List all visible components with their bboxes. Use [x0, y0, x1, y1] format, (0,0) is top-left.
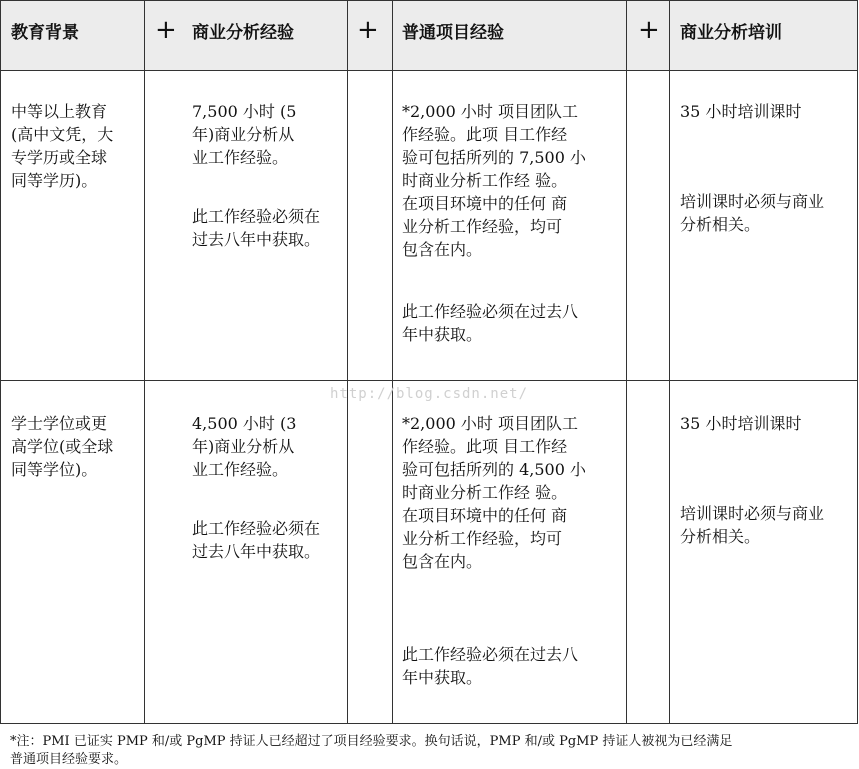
footnote: *注：PMI 已证实 PMP 和/或 PgMP 持证人已经超过了项目经验要求。换句话说，PMP 和/或 PgMP 持证人被视为已经满足 普通项目经验要求。	[10, 734, 733, 767]
column-divider	[392, 0, 393, 724]
plus-icon: +	[357, 15, 379, 45]
column-divider	[669, 0, 670, 724]
row1-education: 中等以上教育 (高中文凭，大 专学历或全球 同等学历)。	[11, 102, 114, 190]
row1-training-hours: 35 小时培训课时	[680, 102, 802, 121]
row2-ba-note: 此工作经验必须在 过去八年中获取。	[192, 519, 321, 561]
column-divider	[626, 0, 627, 724]
row1-training-note: 培训课时必须与商业 分析相关。	[680, 192, 825, 234]
table-border-left	[0, 0, 1, 724]
table-border-top	[0, 0, 858, 1]
table-border-bottom	[0, 723, 858, 724]
header-divider	[0, 70, 858, 71]
row2-ba-experience: 4,500 小时 (3 年)商业分析从 业工作经验。	[192, 414, 297, 479]
row2-education: 学士学位或更 高学位(或全球 同等学位)。	[11, 414, 114, 479]
row1-ba-experience: 7,500 小时 (5 年)商业分析从 业工作经验。	[192, 102, 297, 167]
header-project-experience: 普通项目经验	[402, 23, 504, 43]
plus-icon: +	[638, 15, 660, 45]
row2-training-hours: 35 小时培训课时	[680, 414, 802, 433]
row1-project-experience: *2,000 小时 项目团队工 作经验。此项 目工作经 验可包括所列的 7,500 小 时商业分析工作经 验。 在项目环境中的任何 商 业分析工作经验，均可 包含在内。	[402, 102, 586, 259]
column-divider	[144, 0, 145, 724]
row1-ba-note: 此工作经验必须在 过去八年中获取。	[192, 207, 321, 249]
row1-project-note: 此工作经验必须在过去八 年中获取。	[402, 302, 579, 344]
header-education: 教育背景	[11, 23, 79, 43]
table-border-right	[857, 0, 858, 724]
row2-training-note: 培训课时必须与商业 分析相关。	[680, 504, 825, 546]
row2-project-experience: *2,000 小时 项目团队工 作经验。此项 目工作经 验可包括所列的 4,500 小 时商业分析工作经 验。 在项目环境中的任何 商 业分析工作经验，均可 包含在内。	[402, 414, 586, 571]
watermark: http://blog.csdn.net/	[330, 386, 529, 402]
header-ba-experience: 商业分析经验	[192, 23, 294, 43]
row-divider	[0, 380, 858, 381]
plus-icon: +	[155, 15, 177, 45]
row2-project-note: 此工作经验必须在过去八 年中获取。	[402, 645, 579, 687]
column-divider	[347, 0, 348, 724]
header-training: 商业分析培训	[680, 23, 782, 43]
